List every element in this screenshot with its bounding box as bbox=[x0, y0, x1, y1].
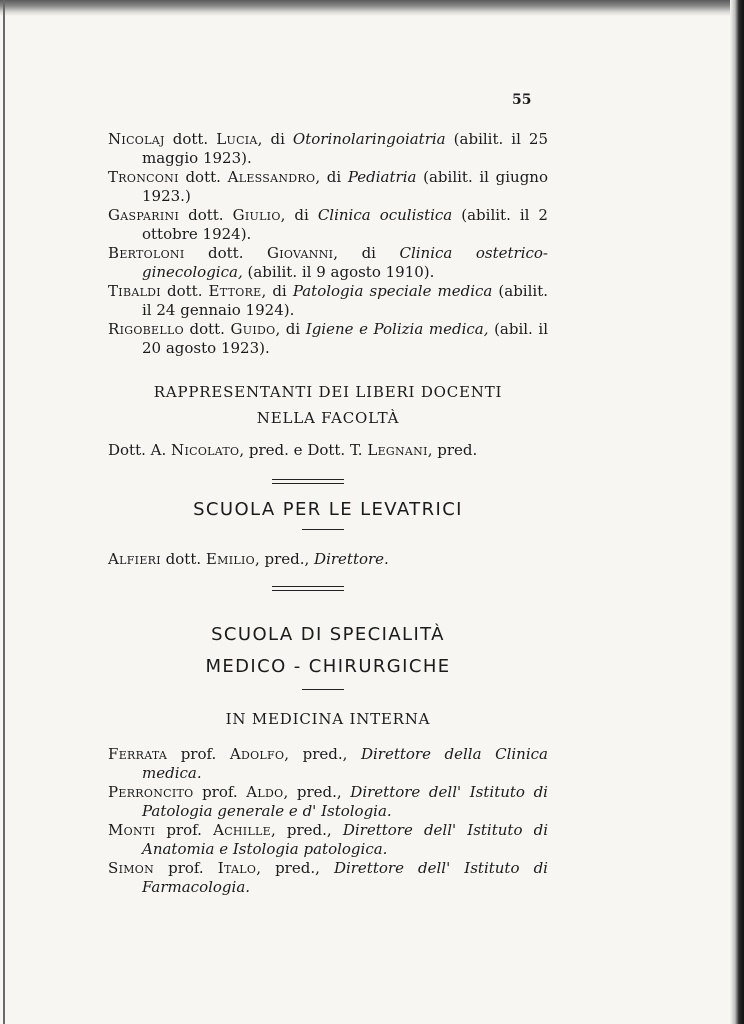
subject: Otorinolaringoiatria bbox=[292, 130, 446, 148]
faculty-entry bbox=[108, 320, 548, 358]
subject: Pediatria bbox=[347, 168, 417, 186]
surname: Nicolaj bbox=[108, 130, 165, 148]
connector: , di bbox=[275, 320, 301, 338]
surname: Alfieri bbox=[108, 550, 161, 568]
page-left-edge bbox=[3, 0, 5, 1024]
role: Direttore dell' Istituto di Farmacologia. bbox=[142, 859, 548, 896]
heading-underline bbox=[302, 689, 344, 690]
section-divider bbox=[272, 586, 344, 591]
given-name: Achille bbox=[213, 821, 271, 839]
specialty-school-heading-line1: SCUOLA DI SPECIALITÀ bbox=[211, 624, 445, 645]
surname: Monti bbox=[108, 821, 156, 839]
title: dott. bbox=[189, 320, 225, 338]
midwives-school-heading: SCUOLA PER LE LEVATRICI bbox=[193, 499, 463, 520]
given-name: Emilio bbox=[205, 550, 255, 568]
qualification: (abilit. il 9 agosto 1910). bbox=[247, 263, 435, 281]
given-name: Adolfo bbox=[229, 745, 285, 763]
text: , pred., bbox=[284, 745, 348, 763]
surname: Nicolato bbox=[171, 441, 240, 459]
title: prof. bbox=[202, 783, 238, 801]
role: Direttore. bbox=[314, 550, 389, 568]
faculty-entry-list bbox=[108, 130, 548, 358]
specialty-entry bbox=[108, 745, 548, 783]
role: Direttore dell' Istituto di Patologia generale e d' Istologia. bbox=[142, 783, 548, 820]
connector: , di bbox=[257, 130, 285, 148]
subject: Igiene e Polizia medica, bbox=[305, 320, 489, 338]
title: prof. bbox=[180, 745, 217, 763]
surname: Simon bbox=[108, 859, 155, 877]
faculty-entry bbox=[108, 130, 548, 168]
title: prof. bbox=[168, 859, 204, 877]
page-binding-edge bbox=[730, 0, 744, 1024]
connector: , di bbox=[280, 206, 309, 224]
title: dott. bbox=[172, 130, 209, 148]
representatives-heading bbox=[108, 379, 548, 431]
given-name: Guido bbox=[230, 320, 276, 338]
specialty-entry bbox=[108, 783, 548, 821]
specialty-entry bbox=[108, 859, 548, 897]
connector: , di bbox=[261, 282, 287, 300]
qualification: (abilit. il 24 gennaio 1924). bbox=[142, 282, 548, 319]
specialty-subheading: IN MEDICINA INTERNA bbox=[225, 710, 431, 728]
role: Direttore della Clinica medica. bbox=[142, 745, 548, 782]
representatives-line bbox=[108, 441, 548, 460]
surname: Perroncito bbox=[108, 783, 194, 801]
surname: Legnani bbox=[367, 441, 428, 459]
specialty-school-heading bbox=[108, 619, 548, 683]
connector: , di bbox=[333, 244, 376, 262]
title: dott. bbox=[188, 206, 224, 224]
faculty-entry bbox=[108, 244, 548, 282]
section-divider bbox=[272, 479, 344, 484]
qualification: (abilit. il giugno 1923.) bbox=[142, 168, 549, 205]
faculty-entry bbox=[108, 168, 548, 206]
given-name: Giulio bbox=[232, 206, 281, 224]
faculty-entry bbox=[108, 206, 548, 244]
representatives-heading-line2: NELLA FACOLTÀ bbox=[256, 409, 400, 427]
role: Direttore dell' Istituto di Anatomia e Istologia patologica. bbox=[142, 821, 549, 858]
specialty-school-heading-line2: MEDICO - CHIRURGICHE bbox=[205, 656, 451, 677]
subject: Clinica ostetrico-ginecologica, bbox=[142, 244, 548, 281]
text: , pred., bbox=[254, 550, 310, 568]
specialty-entry-list bbox=[108, 745, 548, 897]
qualification: (abilit. il 25 maggio 1923). bbox=[142, 130, 549, 167]
title: dott. bbox=[167, 282, 203, 300]
surname: Rigobello bbox=[108, 320, 184, 338]
surname: Gasparini bbox=[108, 206, 180, 224]
heading-underline bbox=[302, 529, 344, 530]
text: , pred., bbox=[283, 783, 342, 801]
surname: Tronconi bbox=[108, 168, 179, 186]
page-number: 55 bbox=[512, 92, 532, 108]
given-name: Ettore bbox=[208, 282, 262, 300]
faculty-entry bbox=[108, 282, 548, 320]
representatives-heading-line1: RAPPRESENTANTI DEI LIBERI DOCENTI bbox=[153, 383, 503, 401]
surname: Ferrata bbox=[108, 745, 168, 763]
specialty-entry bbox=[108, 821, 548, 859]
given-name: Italo bbox=[217, 859, 257, 877]
subject: Patologia speciale medica bbox=[292, 282, 493, 300]
surname: Bertoloni bbox=[108, 244, 185, 262]
connector: , di bbox=[315, 168, 342, 186]
title: dott. bbox=[185, 168, 221, 186]
text: , pred. bbox=[427, 441, 478, 459]
page-top-edge bbox=[0, 0, 744, 16]
text: , pred., bbox=[271, 821, 332, 839]
title: dott. bbox=[165, 550, 202, 568]
surname: Tibaldi bbox=[108, 282, 161, 300]
given-name: Giovanni bbox=[267, 244, 334, 262]
text: Dott. A. bbox=[108, 441, 167, 459]
given-name: Alessandro bbox=[227, 168, 316, 186]
text: , pred., bbox=[256, 859, 320, 877]
given-name: Aldo bbox=[246, 783, 284, 801]
qualification: (abilit. il 2 ottobre 1924). bbox=[142, 206, 548, 243]
title: dott. bbox=[208, 244, 244, 262]
given-name: Lucia bbox=[216, 130, 258, 148]
qualification: (abil. il 20 agosto 1923). bbox=[142, 320, 548, 357]
midwives-school-director bbox=[108, 550, 548, 569]
text: , pred. e Dott. T. bbox=[239, 441, 363, 459]
title: prof. bbox=[166, 821, 202, 839]
subject: Clinica oculistica bbox=[317, 206, 453, 224]
